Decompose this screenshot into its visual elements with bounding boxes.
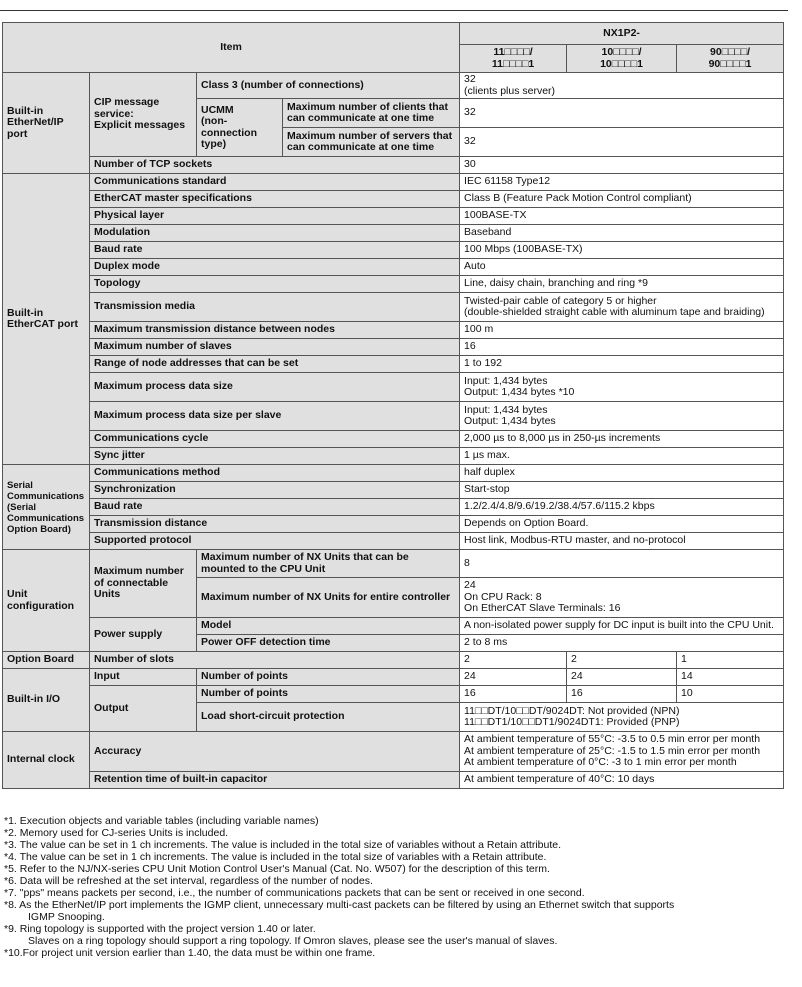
row-label: Number of points (197, 686, 460, 703)
table-row (3, 339, 784, 356)
row-label: Communications standard (90, 174, 460, 191)
table-row (3, 356, 784, 373)
row-value: Start-stop (460, 482, 784, 499)
table-row (3, 174, 784, 191)
row-label: Transmission media (90, 293, 460, 322)
table-row (3, 293, 784, 322)
row-value: Depends on Option Board. (460, 516, 784, 533)
table-row (3, 402, 784, 431)
row-label: Synchronization (90, 482, 460, 499)
section-option-board: Option Board (3, 652, 90, 669)
row-label: Accuracy (90, 732, 460, 772)
model-group-header: NX1P2- (460, 23, 784, 45)
table-row (3, 276, 784, 293)
table-row (3, 157, 784, 174)
table-row (3, 225, 784, 242)
row-label: Model (197, 618, 460, 635)
footnote: *1. Execution objects and variable tables (including variable names) (4, 815, 319, 827)
table-row (3, 259, 784, 276)
row-label: EtherCAT master specifications (90, 191, 460, 208)
row-label: Maximum process data size (90, 373, 460, 402)
item-header: Item (3, 23, 460, 73)
row-label: Supported protocol (90, 533, 460, 550)
model-header: 10□□□□/ 10□□□□1 (567, 45, 677, 73)
row-label: Maximum number of servers that can communicate at one time (283, 128, 460, 157)
row-value: 2,000 µs to 8,000 µs in 250-µs increments (460, 431, 784, 448)
table-row (3, 73, 784, 99)
row-value: Auto (460, 259, 784, 276)
table-row (3, 686, 784, 703)
footnote: *10.For project unit version earlier than 1.40, the data must be within one frame. (4, 947, 376, 959)
row-value: 16 (567, 686, 677, 703)
row-value: 24 (460, 669, 567, 686)
row-label: Modulation (90, 225, 460, 242)
top-rule (0, 10, 788, 11)
row-label: Number of TCP sockets (90, 157, 460, 174)
footnote: *7. "pps" means packets per second, i.e., the number of communications packets that can be sent or received in one second. (4, 887, 585, 899)
row-value: 24 On CPU Rack: 8 On EtherCAT Slave Terminals: 16 (460, 578, 784, 618)
row-value: 2 (567, 652, 677, 669)
model-header: 11□□□□/ 11□□□□1 (460, 45, 567, 73)
table-row (3, 499, 784, 516)
footnote: *6. Data will be refreshed at the set interval, regardless of the number of nodes. (4, 875, 373, 887)
row-value: 100BASE-TX (460, 208, 784, 225)
footnote: *9. Ring topology is supported with the project version 1.40 or later. Slaves on a ring topology should support a ring topology. If Omron slaves, please see the user's manual of slaves. (4, 923, 558, 947)
row-label: Transmission distance (90, 516, 460, 533)
section-unit-configuration: Unit configuration (3, 550, 90, 652)
row-value: 32 (clients plus server) (460, 73, 784, 99)
row-value: 16 (460, 686, 567, 703)
row-value: 32 (460, 99, 784, 128)
section-internal-clock: Internal clock (3, 732, 90, 789)
row-label: Input (90, 669, 197, 686)
footnote: *8. As the EtherNet/IP port implements the IGMP client, unnecessary multi-cast packets can be filtered by using an Ethernet switch that supports IGMP Snooping. (4, 899, 675, 923)
row-label: Baud rate (90, 499, 460, 516)
footnote: *5. Refer to the NJ/NX-series CPU Unit Motion Control User's Manual (Cat. No. W507) for the description of this term. (4, 863, 550, 875)
row-value: 24 (567, 669, 677, 686)
row-value: Host link, Modbus-RTU master, and no-protocol (460, 533, 784, 550)
table-row (3, 465, 784, 482)
row-label: Communications method (90, 465, 460, 482)
row-value: 1 (677, 652, 784, 669)
table-row (3, 482, 784, 499)
row-value: half duplex (460, 465, 784, 482)
table-row (3, 431, 784, 448)
table-row (3, 242, 784, 259)
table-row (3, 550, 784, 578)
row-label: Maximum transmission distance between nodes (90, 322, 460, 339)
row-value: 2 (460, 652, 567, 669)
table-row (3, 669, 784, 686)
row-label: Maximum number of connectable Units (90, 550, 197, 618)
table-row (3, 652, 784, 669)
row-label: Maximum number of NX Units that can be mounted to the CPU Unit (197, 550, 460, 578)
row-label: Number of slots (90, 652, 460, 669)
row-value: At ambient temperature of 40°C: 10 days (460, 772, 784, 789)
row-label: Sync jitter (90, 448, 460, 465)
header-row (3, 23, 784, 45)
table-row (3, 618, 784, 635)
model-header: 90□□□□/ 90□□□□1 (677, 45, 784, 73)
row-value: 11□□DT/10□□DT/9024DT: Not provided (NPN) 11□□DT1/10□□DT1/9024DT1: Provided (PNP) (460, 703, 784, 732)
row-value: 8 (460, 550, 784, 578)
table-row (3, 208, 784, 225)
section-builtin-io: Built-in I/O (3, 669, 90, 732)
row-label: Retention time of built-in capacitor (90, 772, 460, 789)
specifications-table (2, 22, 784, 789)
row-value: 1 to 192 (460, 356, 784, 373)
row-value: Class B (Feature Pack Motion Control compliant) (460, 191, 784, 208)
row-label: Maximum process data size per slave (90, 402, 460, 431)
row-value: 1.2/2.4/4.8/9.6/19.2/38.4/57.6/115.2 kbps (460, 499, 784, 516)
row-label: Maximum number of clients that can communicate at one time (283, 99, 460, 128)
row-label: Topology (90, 276, 460, 293)
table-row (3, 533, 784, 550)
row-label: Physical layer (90, 208, 460, 225)
table-row (3, 191, 784, 208)
row-label: Maximum number of slaves (90, 339, 460, 356)
row-label: Output (90, 686, 197, 732)
table-row (3, 732, 784, 772)
table-row (3, 448, 784, 465)
row-label: Number of points (197, 669, 460, 686)
row-value: Input: 1,434 bytes Output: 1,434 bytes (460, 402, 784, 431)
row-value: 30 (460, 157, 784, 174)
section-serial: Serial Communications (Serial Communications Option Board) (3, 465, 90, 550)
row-value: 16 (460, 339, 784, 356)
section-ethernetip: Built-in EtherNet/IP port (3, 73, 90, 174)
footnote: *2. Memory used for CJ-series Units is included. (4, 827, 229, 839)
row-value: At ambient temperature of 55°C: -3.5 to 0.5 min error per month At ambient temperature of 25°C: -1.5 to 1.5 min error per month At ambient temperature of 0°C: -3 to 1 min error per month (460, 732, 784, 772)
table-row (3, 516, 784, 533)
row-value: 14 (677, 669, 784, 686)
footnote: *4. The value can be set in 1 ch increments. The value is included in the total size of variables with a Retain attribute. (4, 851, 547, 863)
row-value: A non-isolated power supply for DC input is built into the CPU Unit. (460, 618, 784, 635)
row-label: UCMM (non-connection type) (197, 99, 283, 157)
row-label: Baud rate (90, 242, 460, 259)
row-value: 100 Mbps (100BASE-TX) (460, 242, 784, 259)
row-label: Power OFF detection time (197, 635, 460, 652)
footnote: *3. The value can be set in 1 ch increments. The value is included in the total size of variables without a Retain attribute. (4, 839, 562, 851)
row-value: 1 µs max. (460, 448, 784, 465)
row-value: Baseband (460, 225, 784, 242)
row-label: Load short-circuit protection (197, 703, 460, 732)
row-label: Range of node addresses that can be set (90, 356, 460, 373)
row-value: Twisted-pair cable of category 5 or higher (double-shielded straight cable with aluminum tape and braiding) (460, 293, 784, 322)
footnotes (4, 815, 794, 959)
row-value: 100 m (460, 322, 784, 339)
table-row (3, 322, 784, 339)
row-label: Power supply (90, 618, 197, 652)
row-label: CIP message service: Explicit messages (90, 73, 197, 157)
row-label: Duplex mode (90, 259, 460, 276)
section-ethercat: Built-in EtherCAT port (3, 174, 90, 465)
row-value: 10 (677, 686, 784, 703)
row-value: 32 (460, 128, 784, 157)
table-row (3, 772, 784, 789)
row-value: Line, daisy chain, branching and ring *9 (460, 276, 784, 293)
table-row (3, 373, 784, 402)
row-value: 2 to 8 ms (460, 635, 784, 652)
row-label: Communications cycle (90, 431, 460, 448)
row-label: Class 3 (number of connections) (197, 73, 460, 99)
row-value: IEC 61158 Type12 (460, 174, 784, 191)
row-value: Input: 1,434 bytes Output: 1,434 bytes *10 (460, 373, 784, 402)
row-label: Maximum number of NX Units for entire controller (197, 578, 460, 618)
